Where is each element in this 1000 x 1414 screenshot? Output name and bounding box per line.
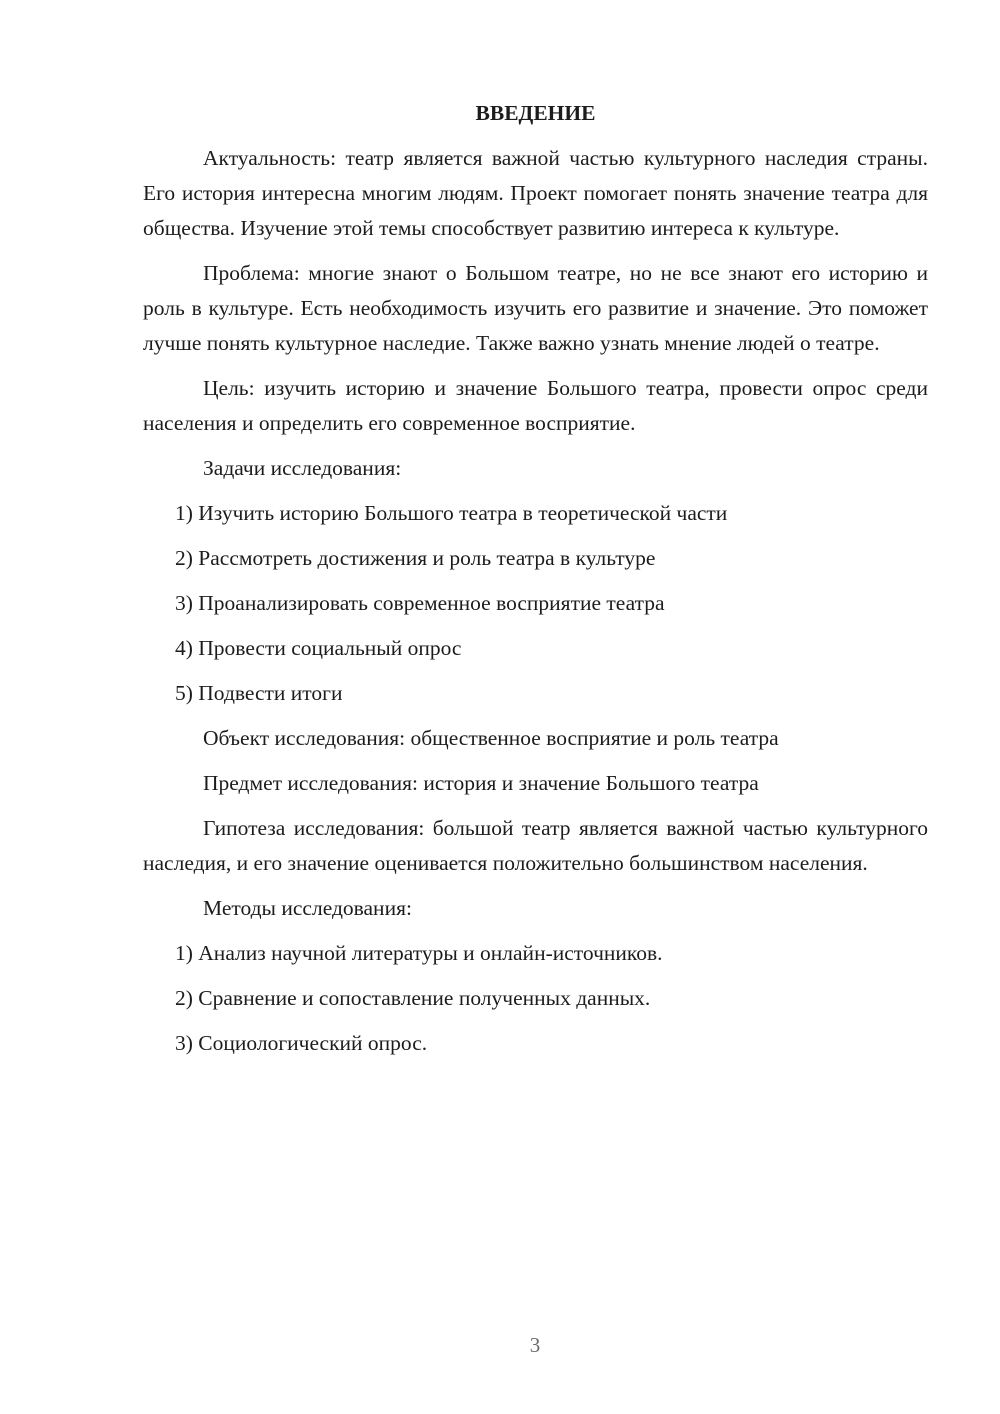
subject-line: Предмет исследования: история и значение Большого театра — [203, 771, 759, 795]
page-content — [143, 96, 928, 1071]
method-item: 2) Сравнение и сопоставление полученных данных. — [175, 986, 651, 1010]
task-item: 1) Изучить историю Большого театра в теоретической части — [175, 501, 728, 525]
hypothesis-paragraph: Гипотеза исследования: большой театр является важной частью культурного наследия, и его значение оценивается положительно большинством населения. — [143, 816, 928, 875]
page-number: 3 — [529, 1333, 541, 1357]
methods-heading: Методы исследования: — [203, 896, 412, 920]
task-item: 3) Проанализировать современное восприятие театра — [175, 591, 665, 615]
tasks-heading: Задачи исследования: — [203, 456, 402, 480]
relevance-paragraph: Актуальность: театр является важной частью культурного наследия страны. Его история интересна многим людям. Проект помогает понять значение театра для общества. Изучение этой темы способствует развитию интереса к культуре. — [143, 146, 928, 240]
method-item: 3) Социологический опрос. — [175, 1031, 428, 1055]
task-item: 4) Провести социальный опрос — [175, 636, 462, 660]
goal-paragraph: Цель: изучить историю и значение Большого театра, провести опрос среди населения и определить его современное восприятие. — [143, 376, 928, 435]
object-line: Объект исследования: общественное восприятие и роль театра — [203, 726, 779, 750]
task-item: 5) Подвести итоги — [175, 681, 343, 705]
page-title: ВВЕДЕНИЕ — [475, 101, 596, 125]
task-item: 2) Рассмотреть достижения и роль театра в культуре — [175, 546, 656, 570]
method-item: 1) Анализ научной литературы и онлайн-источников. — [175, 941, 663, 965]
problem-paragraph: Проблема: многие знают о Большом театре, но не все знают его историю и роль в культуре. Есть необходимость изучить его развитие и значение. Это поможет лучше понять культурное наследие. Также важно узнать мнение людей о театре. — [143, 261, 928, 355]
